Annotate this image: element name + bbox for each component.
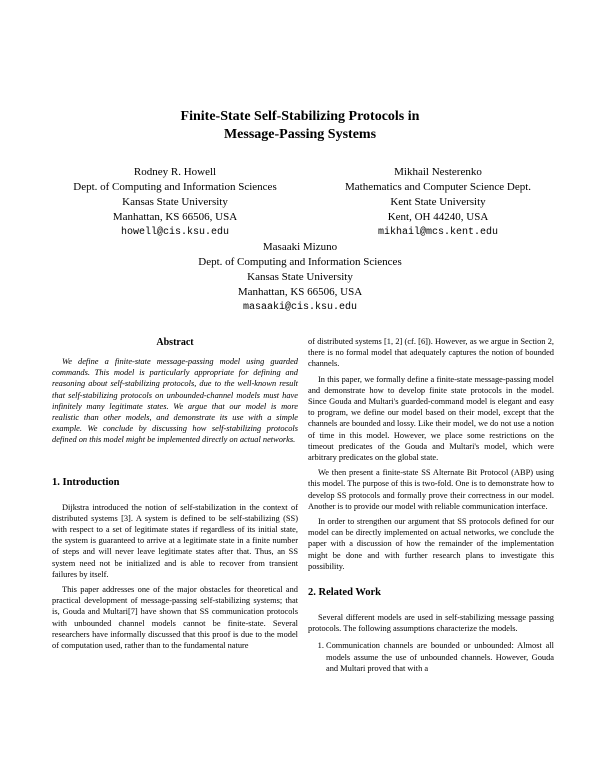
abstract-text: We define a finite-state message-passing model using guarded commands. This model is particularly appropriate for defining and reasoning about self-stabilizing protocols, due to the well-known result that self-stabilizing protocols on unbounded-channel models must have infinitely many legitimate states. We argue that our model is more realistic than other models, and demonstrate its use with a simple example. We conclude by discussing how self-stabilizing protocols defined on this model might be implemented directly on actual networks. xyxy=(52,357,298,445)
author-address: Manhattan, KS 66506, USA xyxy=(112,211,238,223)
author-email: mikhail@mcs.kent.edu xyxy=(377,227,499,238)
section-heading-related-work: 2. Related Work xyxy=(308,587,382,599)
author-block-howell xyxy=(52,165,298,240)
author-univ: Kent State University xyxy=(390,196,486,208)
title-line-1: Finite-State Self-Stabilizing Protocols in xyxy=(180,109,420,124)
body-paragraph: In order to strengthen our argument that SS protocols defined for our model can be directly implemented on actual networks, we conclude the paper with a discussion of how the remainder of the implementation might be done and with further research plans to investigate this possibility. xyxy=(308,517,554,571)
assumption-list xyxy=(308,640,554,674)
author-name: Rodney R. Howell xyxy=(133,166,217,178)
body-paragraph: We then present a finite-state SS Alternate Bit Protocol (ABP) using this model. The purpose of this is two-fold. One is to demonstrate how to develop SS protocols and formally prove their correctness in our model. Another is to provide our model with reliable communication interface. xyxy=(308,468,554,511)
intro-paragraph: This paper addresses one of the major obstacles for theoretical and practical development of message-passing self-stabilizing systems; that is, Gouda and Multari[7] have shown that SS communication protocols with unbounded channel models cannot be finite-state. Several researchers have informally discussed that this proof is due to the model of computation used, rather than to the fundamental nature xyxy=(52,585,298,651)
abstract xyxy=(52,356,298,446)
author-email: masaaki@cis.ksu.edu xyxy=(242,302,358,313)
body-paragraph: In this paper, we formally define a finite-state message-passing model and demonstrate how to develop finite state protocols in the model. Since Gouda and Multari's guarded-command model is elegant and easy to program, we define our model based on their model, except that the channels are bounded and lossy. Like their model, we do not use a notion of time in this model. However, we place some restrictions on the timeout predicates of the Gouda and Multari's model, which were arbitrary predicates on the global state. xyxy=(308,374,554,463)
right-column xyxy=(308,336,554,674)
author-dept: Dept. of Computing and Information Sciences xyxy=(73,181,277,193)
author-email: howell@cis.ksu.edu xyxy=(120,227,230,238)
author-name: Mikhail Nesterenko xyxy=(394,166,482,178)
left-column xyxy=(52,336,298,651)
author-dept: Dept. of Computing and Information Sciences xyxy=(198,256,402,268)
author-block-mizuno xyxy=(150,240,450,315)
paper-title xyxy=(0,108,600,144)
author-block-nesterenko xyxy=(318,165,558,240)
author-univ: Kansas State University xyxy=(247,271,353,283)
author-dept: Mathematics and Computer Science Dept. xyxy=(344,181,532,193)
body-paragraph: of distributed systems [1, 2] (cf. [6]). However, as we argue in Section 2, there is no formal model that adequately captures the notion of bounded channels. xyxy=(308,337,554,369)
title-line-2: Message-Passing Systems xyxy=(223,127,377,142)
author-univ: Kansas State University xyxy=(122,196,228,208)
author-name: Masaaki Mizuno xyxy=(262,241,338,253)
intro-paragraph: Dijkstra introduced the notion of self-stabilization in the context of distributed systems [3]. A system is defined to be self-stabilizing (SS) with respect to a set of legitimate states if regardless of its initial state, the system is guaranteed to arrive at a legitimate state in a finite number of steps and will never leave legitimate states after that. Thus, an SS system need not be initialized and is able to recover from transient failures by itself. xyxy=(52,502,298,579)
list-item: 1. Communication channels are bounded or unbounded: Almost all models assume the use of unbounded channels. However, Gouda and Multari proved that with a xyxy=(326,640,554,674)
abstract-heading: Abstract xyxy=(156,337,194,348)
related-paragraph: Several different models are used in self-stabilizing message passing protocols. The following assumptions characterize the models. xyxy=(308,613,554,634)
section-heading-introduction: 1. Introduction xyxy=(52,476,120,488)
author-address: Manhattan, KS 66506, USA xyxy=(237,286,363,298)
author-address: Kent, OH 44240, USA xyxy=(387,211,489,223)
